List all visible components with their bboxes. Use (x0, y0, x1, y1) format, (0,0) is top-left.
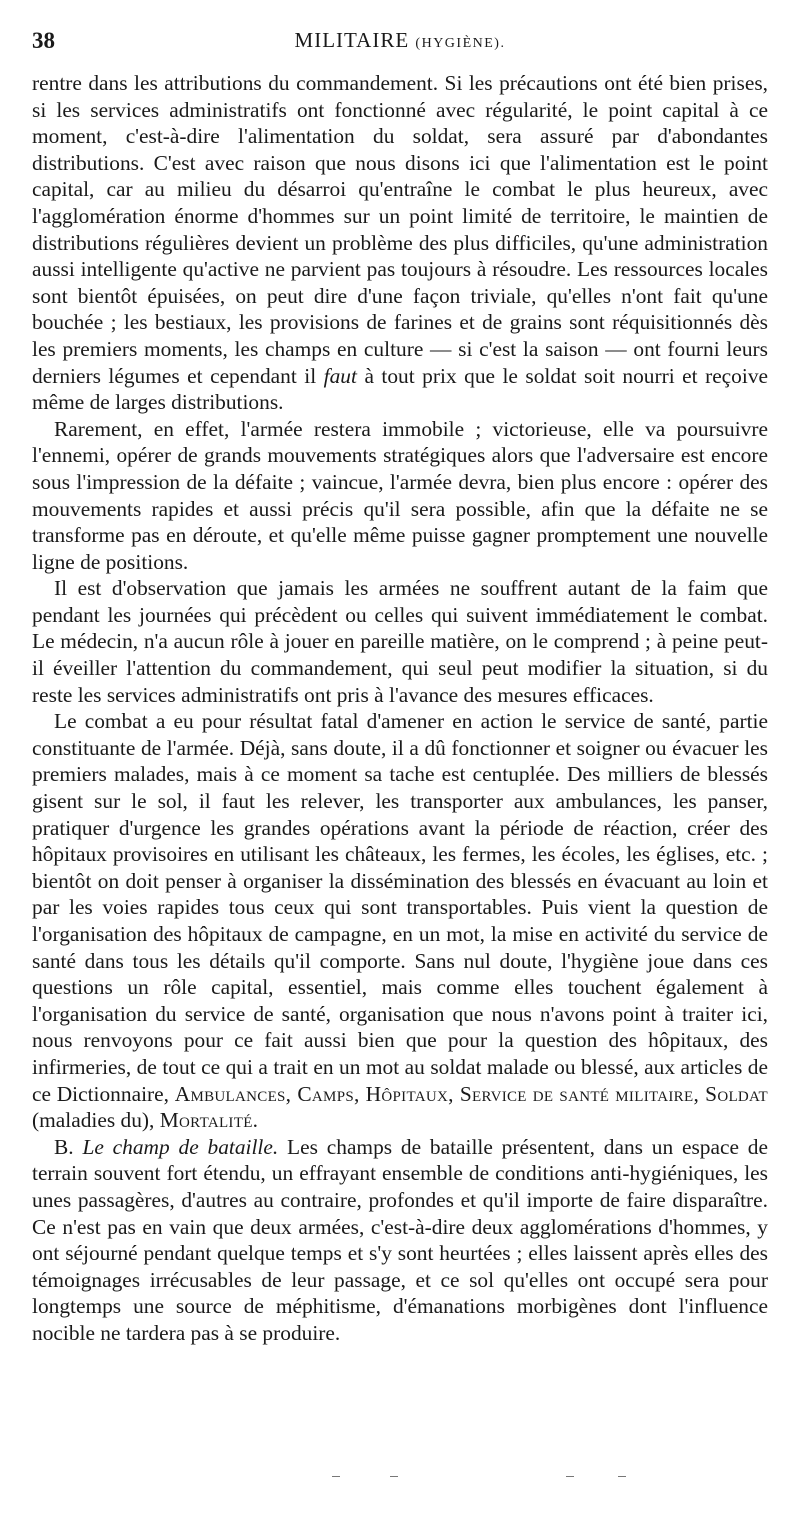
print-mark (566, 1476, 574, 1477)
cross-references: Ambulances, Camps, Hôpitaux, Service de santé militaire, Soldat (174, 1081, 768, 1106)
print-mark (618, 1476, 626, 1477)
page-bottom-marks (0, 1472, 800, 1482)
paragraph-text: rentre dans les attributions du commandement. Si les précautions ont été bien prises, si les services administratifs ont fonctionné avec régularité, le point capital à ce moment, c'est-à-dire l'alimentation du soldat, sera assuré par d'abondantes distributions. C'est avec raison que nous disons ici que l'alimentation est le point capital, car au milieu du désarroi qu'entraîne le combat le plus heureux, avec l'agglomération énorme d'hommes sur un point limité de territoire, le maintien de distributions régulières devient un problème des plus difficiles, qu'une administration aussi intelligente qu'active ne parvient pas toujours à résoudre. Les ressources locales sont bientôt épuisées, on peut dire d'une façon triviale, qu'elles n'ont fait qu'une bouchée ; les bestiaux, les provisions de farines et de grains sont réquisitionnés dès les premiers moments, les champs en culture — si c'est la saison — ont fourni leurs derniers légumes et cependant il (32, 71, 768, 388)
paragraph-text: Il est d'observation que jamais les armées ne souffrent autant de la faim que pendant les journées qui précèdent ou celles qui suivent immédiatement le combat. Le médecin, n'a aucun rôle à jouer en pareille matière, on le comprend ; à peine peut-il éveiller l'attention du commandement, qui seul peut modifier la situation, si du reste les services administratifs ont pris à l'avance des mesures efficaces. (32, 576, 768, 707)
paragraph-text: . (252, 1108, 259, 1133)
paragraph-text: Les champs de bataille présentent, dans un espace de terrain souvent fort étendu, un effrayant ensemble de conditions anti-hygiéniques, les unes passagères, d'autres au contraire, profondes et qu'il importe de faire disparaître. Ce n'est pas en vain que deux armées, c'est-à-dire deux agglomérations d'hommes, y ont séjourné pendant quelque temps et s'y sont heurtées ; elles laissent après elles des témoignages irrécusables de leur passage, et ce sol qu'elles ont occupé sera pour longtemps une source de méphitisme, d'émanations morbigènes dont l'influence nocible ne tardera pas à se produire. (32, 1134, 768, 1345)
paragraph-text: Rarement, en effet, l'armée restera immobile ; victorieuse, elle va poursuivre l'ennemi, opérer de grands mouvements stratégiques alors que l'adversaire est encore sous l'impression de la défaite ; vaincue, l'armée devra, bien plus encore : opérer des mouvements rapides et aussi précis qu'il sera possible, afin que la défaite ne se transforme pas en déroute, et qu'elle même puisse gagner promptement une nouvelle ligne de positions. (32, 416, 768, 574)
running-head-title: MILITAIRE (294, 28, 410, 52)
running-head-subtitle: (HYGIÈNE). (415, 36, 506, 51)
print-mark (390, 1476, 398, 1477)
cross-reference: Mortalité (159, 1108, 253, 1133)
paragraph (32, 1134, 768, 1347)
body-text (32, 70, 768, 1347)
paragraph-text: Le combat a eu pour résultat fatal d'amener en action le service de santé, partie constituante de l'armée. Déjà, sans doute, il a dû fonctionner et soigner ou évacuer les premiers malades, mais à ce moment sa tache est centuplée. Des milliers de blessés gisent sur le sol, il faut les relever, les transporter aux ambulances, les panser, pratiquer d'urgence les grandes opérations avant la période de réaction, créer des hôpitaux provisoires en utilisant les châteaux, les fermes, les écoles, les églises, etc. ; bientôt on doit penser à organiser la dissémination des blessés en évacuant au loin et par les voies rapides tous ceux qui sont transportables. Puis vient la question de l'organisation des hôpitaux de campagne, en un mot, la mise en activité du service de santé dans tous les détails qu'il comporte. Sans nul doute, l'hygiène joue dans ces questions un rôle capital, essentiel, mais comme elles touchent également à l'organisation du service de santé, organisation que nous n'avons point à traiter ici, nous renvoyons pour ce fait aussi bien que pour la question des hôpitaux, des infirmeries, de tout ce qui a trait en un mot au soldat malade ou blessé, aux articles de ce Dictionnaire, (32, 709, 768, 1106)
paragraph (32, 70, 768, 416)
emphasis: faut (323, 363, 357, 388)
page-number: 38 (32, 28, 55, 53)
paragraph (32, 575, 768, 708)
section-title: Le champ de bataille. (82, 1134, 279, 1159)
section-letter: B. (54, 1134, 74, 1159)
running-head (32, 28, 768, 53)
paragraph-text: (maladies du), (32, 1108, 155, 1133)
paragraph (32, 416, 768, 576)
paragraph-text: à tout prix que le soldat soit nourri et reçoive même de larges distributions. (32, 363, 769, 415)
page-header (32, 28, 768, 60)
print-mark (332, 1476, 340, 1477)
document-page (32, 28, 768, 1347)
paragraph (32, 708, 768, 1134)
